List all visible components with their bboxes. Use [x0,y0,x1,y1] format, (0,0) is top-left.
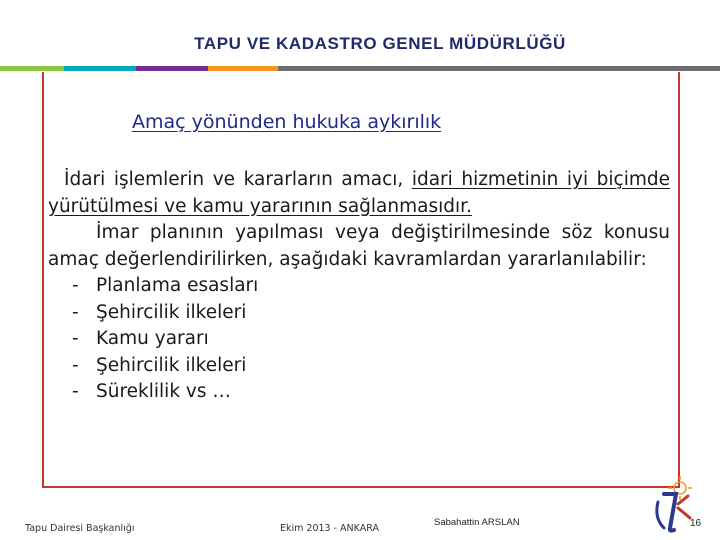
paragraph-purpose-underlined: idari hizmetinin iyi biçimde yürütülmesi ve kamu yararının sağlanmasıdır. [48,169,670,217]
concept-list [48,273,670,406]
footer-author: Sabahattin ARSLAN [434,517,520,528]
list-item [72,379,670,406]
bullet-marker: - [72,381,79,402]
bullet-marker: - [72,328,79,349]
list-item-text: Süreklilik vs … [96,381,231,402]
paragraph-purpose-start: İdari işlemlerin ve kararların amacı, [64,169,412,190]
strip-segment [136,66,208,71]
list-item [72,353,670,380]
list-item-text: Kamu yararı [96,328,209,349]
footer-date-location: Ekim 2013 - ANKARA [280,523,379,534]
logo-letter-t [664,494,676,531]
color-strip [0,66,720,71]
list-item-text: Planlama esasları [96,275,259,296]
strip-segment [208,66,278,71]
list-item-text: Şehircilik ilkeleri [96,354,247,376]
footer-department: Tapu Dairesi Başkanlığı [25,523,135,534]
page-number: 16 [690,518,702,529]
strip-segment [0,66,64,71]
page-title: TAPU VE KADASTRO GENEL MÜDÜRLÜĞÜ [194,34,566,53]
list-item-text: Şehircilik ilkeleri [96,301,247,323]
paragraph-purpose [48,167,670,220]
strip-segment [64,66,136,71]
section-heading: Amaç yönünden hukuka aykırılık [132,111,442,133]
bullet-marker: - [72,354,79,376]
slide-body [48,167,670,406]
list-item [72,326,670,353]
bullet-marker: - [72,301,79,323]
bullet-marker: - [72,275,79,296]
paragraph-plan: İmar planının yapılması veya değiştirilmesinde söz konusu amaç değerlendirilirken, aşağıdaki kavramlardan yararlanılabilir: [48,222,670,270]
list-item [72,273,670,300]
strip-segment [278,66,720,71]
list-item [72,300,670,327]
